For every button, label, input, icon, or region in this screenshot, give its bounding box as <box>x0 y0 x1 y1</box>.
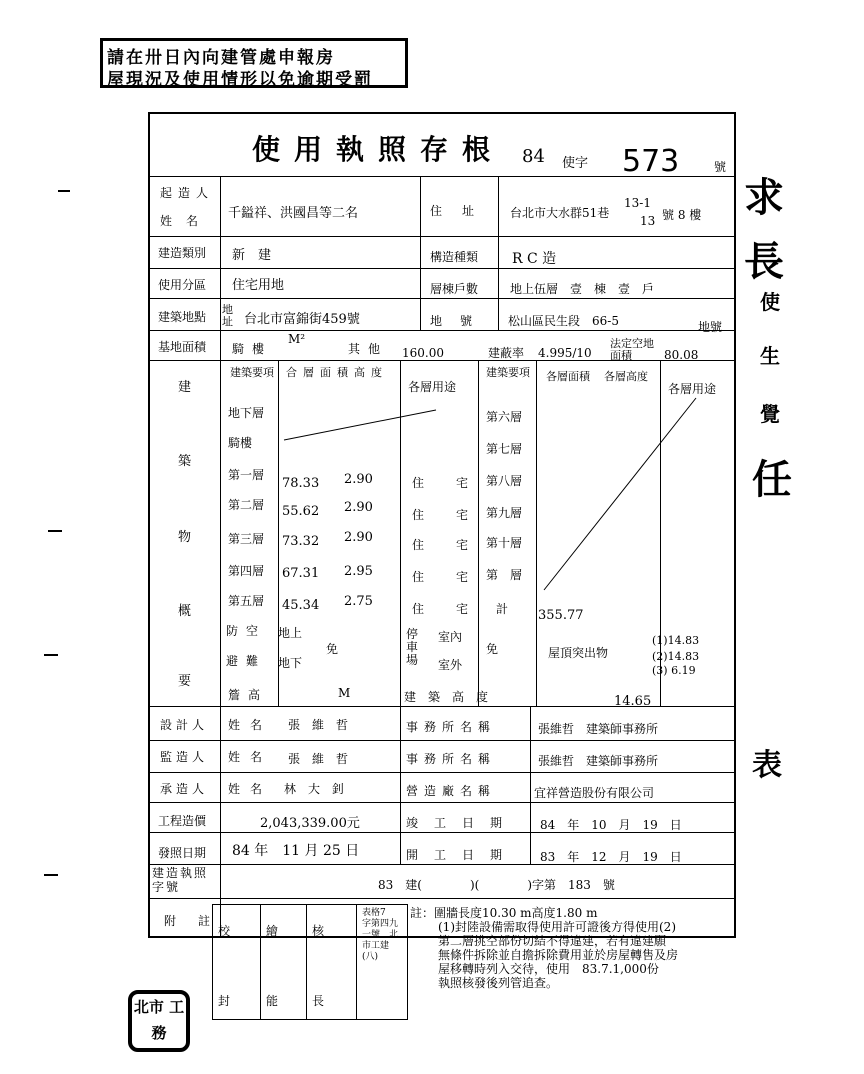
supervisor-name-label: 姓名 <box>228 750 273 764</box>
col-item: 建築要項 <box>230 366 274 379</box>
notice-line2: 屋現況及使用情形以免逾期受罰 <box>107 70 373 90</box>
coverage-value: 4.995/10 <box>538 346 592 360</box>
build-type-label: 建造類別 <box>158 246 207 260</box>
area-label: 基地面積 <box>158 340 207 354</box>
notice-line1: 請在卅日內向建管處申報房 <box>107 48 335 68</box>
floor-height-2: 2.90 <box>344 472 373 487</box>
designer-office: 張維哲 建築師事務所 <box>538 722 659 736</box>
bh-label: 建築高度 <box>404 690 501 704</box>
lot-value: 松山區民生段 66-5 <box>508 314 619 328</box>
area-other-label: 其他 <box>348 342 389 356</box>
supervisor-office: 張維哲 建築師事務所 <box>538 754 659 768</box>
supervisor-role: 監造人 <box>160 750 209 764</box>
margin-char-1: 長 <box>744 238 784 285</box>
note-line-3: 屋移轉時列入交待，使用 83.7.1,000份 <box>438 962 659 976</box>
floor-right-1: 第七層 <box>486 442 523 456</box>
col-area2: 各層面積 <box>546 370 590 383</box>
roof-value-1: (2)14.83 <box>652 650 700 663</box>
shelter-label2: 避難 <box>226 654 267 668</box>
cost-label: 工程造價 <box>158 814 207 828</box>
permit-number: 573 <box>622 144 680 179</box>
start-label: 開工日期 <box>406 848 519 862</box>
permit-hao: 號 <box>714 160 727 174</box>
roof-label: 屋頂突出物 <box>548 646 609 660</box>
floors-value: 地上伍層 壹 棟 壹 戶 <box>510 282 655 296</box>
area-other-value: 160.00 <box>402 346 444 360</box>
signoff-small: 表格7 字第四九一號 北市工建(八) <box>362 908 399 962</box>
floor-height-4: 2.90 <box>344 530 373 545</box>
floor-name-3: 第二層 <box>228 498 265 512</box>
owner-label: 起造人 <box>160 186 215 200</box>
floor-right-2: 第八層 <box>486 474 523 488</box>
designer-office-label: 事務所名稱 <box>406 720 497 734</box>
signoff-c3: 繪 <box>266 924 279 938</box>
issue-value: 84 年 11 月 25 日 <box>232 843 360 859</box>
floor-area-3: 55.62 <box>282 504 320 519</box>
floor-name-5: 第四層 <box>228 564 265 578</box>
floors-label: 層棟戶數 <box>430 282 479 296</box>
issue-label: 發照日期 <box>158 846 207 860</box>
designer-name-label: 姓名 <box>228 718 273 732</box>
parking-exempt: 免 <box>486 642 499 656</box>
floor-area-5: 67.31 <box>282 566 320 581</box>
signoff-c4: 封 <box>218 994 231 1008</box>
permit-year: 84 <box>522 146 545 167</box>
margin-char-2: 使 <box>760 290 780 314</box>
floor-right-4: 第十層 <box>486 536 523 550</box>
official-seal: 北市 工務 <box>128 990 190 1052</box>
shelter-above: 地上 <box>278 626 303 640</box>
zone-value: 住宅用地 <box>232 278 285 293</box>
done-label: 竣工日期 <box>406 816 519 830</box>
cost-value: 2,043,339.00元 <box>260 816 360 831</box>
build-type-value: 新 建 <box>232 248 272 263</box>
roof-value-0: (1)14.83 <box>652 634 700 647</box>
done-value: 84 年 10 月 19 日 <box>540 818 682 832</box>
zone-label: 使用分區 <box>158 278 207 292</box>
roof-value-2: (3) 6.19 <box>652 664 696 677</box>
contractor-office: 宜祥營造股份有限公司 <box>534 786 655 800</box>
site-label: 建築地點 <box>158 310 207 324</box>
col-height2: 各層高度 <box>604 370 648 383</box>
side-label-2: 物 <box>178 530 192 545</box>
side-label-3: 概 <box>178 604 192 619</box>
floor-area-2: 78.33 <box>282 476 320 491</box>
owner-addr-no2: 13 <box>640 214 656 228</box>
margin-char-5: 任 <box>752 456 792 503</box>
margin-char-6: 表 <box>752 748 782 783</box>
contractor-office-label: 營造廠名稱 <box>406 784 497 798</box>
floor-right-6: 計 <box>496 602 509 616</box>
note-line-4: 執照核發後列管追查。 <box>438 976 559 990</box>
margin-char-4: 覺 <box>760 402 780 426</box>
signoff-c1: 校 <box>218 924 231 938</box>
site-sub-label: 地址 <box>222 303 233 328</box>
parking-label: 停車場 <box>406 627 419 667</box>
permit-word: 使字 <box>562 156 589 171</box>
eaves-m: M <box>338 686 351 700</box>
side-label-4: 要 <box>178 674 192 689</box>
side-label-1: 築 <box>178 454 192 469</box>
signoff-c6: 長 <box>312 994 325 1008</box>
struct-label: 構造種類 <box>430 250 479 264</box>
legal-area-label: 法定空地面積 <box>610 337 654 362</box>
struct-value: R C 造 <box>512 251 557 267</box>
area-arcade-label: 騎樓 <box>232 342 273 356</box>
lot-label: 地號 <box>430 314 491 328</box>
floor-right-5: 第 層 <box>486 568 523 582</box>
owner-name-label: 姓名 <box>160 214 213 228</box>
floor-name-1: 騎樓 <box>228 436 253 450</box>
floor-right-0: 第六層 <box>486 410 523 424</box>
floor-name-2: 第一層 <box>228 468 265 482</box>
floor-name-4: 第三層 <box>228 532 265 546</box>
floor-use-2: 住 宅 <box>412 476 479 490</box>
contractor-role: 承造人 <box>160 782 209 796</box>
col-item2: 建築要項 <box>486 366 530 379</box>
col-area-height: 合層面積高度 <box>286 366 388 379</box>
eaves-label: 簷高 <box>228 688 269 702</box>
legal-area-value: 80.08 <box>664 348 699 362</box>
floor-height-3: 2.90 <box>344 500 373 515</box>
bh-value: 14.65 <box>614 694 652 709</box>
floor-height-5: 2.95 <box>344 564 373 579</box>
owner-value: 千鎰祥、洪國昌等二名 <box>228 206 359 221</box>
note-line-2: 無條件拆除並自擔拆除費用並於房屋轉售及房 <box>438 948 679 962</box>
floor-use-3: 住 宅 <box>412 508 479 522</box>
owner-addr-value: 台北市大水群51巷 <box>510 206 610 220</box>
floor-area-6: 45.34 <box>282 598 320 613</box>
document-title: 使用執照存根 <box>252 133 505 166</box>
floor-name-6: 第五層 <box>228 594 265 608</box>
area-m2: M² <box>288 332 306 346</box>
signoff-c5: 能 <box>266 994 279 1008</box>
shelter-exempt: 免 <box>326 642 339 656</box>
supervisor-name: 張 維 哲 <box>288 752 349 766</box>
col-use: 各層用途 <box>408 380 457 394</box>
contractor-name-label: 姓名 <box>228 782 273 796</box>
note-line-0: (1)封陸設備需取得使用許可證後方得使用(2) <box>438 920 676 934</box>
coverage-label: 建蔽率 <box>488 346 525 360</box>
contractor-name: 林 大 釗 <box>284 782 345 796</box>
floor-name-0: 地下層 <box>228 406 265 420</box>
permit-value: 83 建( )( )字第 183 號 <box>378 878 615 892</box>
col-use2: 各層用途 <box>668 382 717 396</box>
note-line-1: 第二層挑空部份切結不得違建，若有違建願 <box>438 934 667 948</box>
parking-indoor: 室內 <box>438 630 463 644</box>
permit-label: 建造執照字號 <box>152 866 209 894</box>
owner-addr-label: 住址 <box>430 204 495 218</box>
note-title: 註：圍牆長度10.30 m高度1.80 m <box>410 906 598 920</box>
parking-outdoor: 室外 <box>438 658 463 672</box>
signoff-c2: 核 <box>312 924 325 938</box>
floor-use-6: 住 宅 <box>412 602 479 616</box>
total-area: 355.77 <box>538 608 584 623</box>
designer-name: 張 維 哲 <box>288 718 349 732</box>
note-label: 附註 <box>164 914 233 928</box>
owner-addr-no: 13-1 <box>624 196 651 210</box>
site-value: 台北市富錦街459號 <box>244 312 360 327</box>
floor-right-3: 第九層 <box>486 506 523 520</box>
floor-use-5: 住 宅 <box>412 570 479 584</box>
start-value: 83 年 12 月 19 日 <box>540 850 682 864</box>
margin-char-0: 求 <box>744 174 784 221</box>
supervisor-office-label: 事務所名稱 <box>406 752 497 766</box>
side-label-0: 建 <box>178 380 192 395</box>
floor-area-4: 73.32 <box>282 534 320 549</box>
designer-role: 設計人 <box>160 718 209 732</box>
floor-use-4: 住 宅 <box>412 538 479 552</box>
floor-height-6: 2.75 <box>344 594 373 609</box>
owner-addr-floor: 號 8 樓 <box>662 208 702 222</box>
lot-suffix: 地號 <box>698 320 723 334</box>
shelter-label1: 防空 <box>226 624 267 638</box>
shelter-below: 地下 <box>278 656 303 670</box>
margin-char-3: 生 <box>760 344 780 368</box>
